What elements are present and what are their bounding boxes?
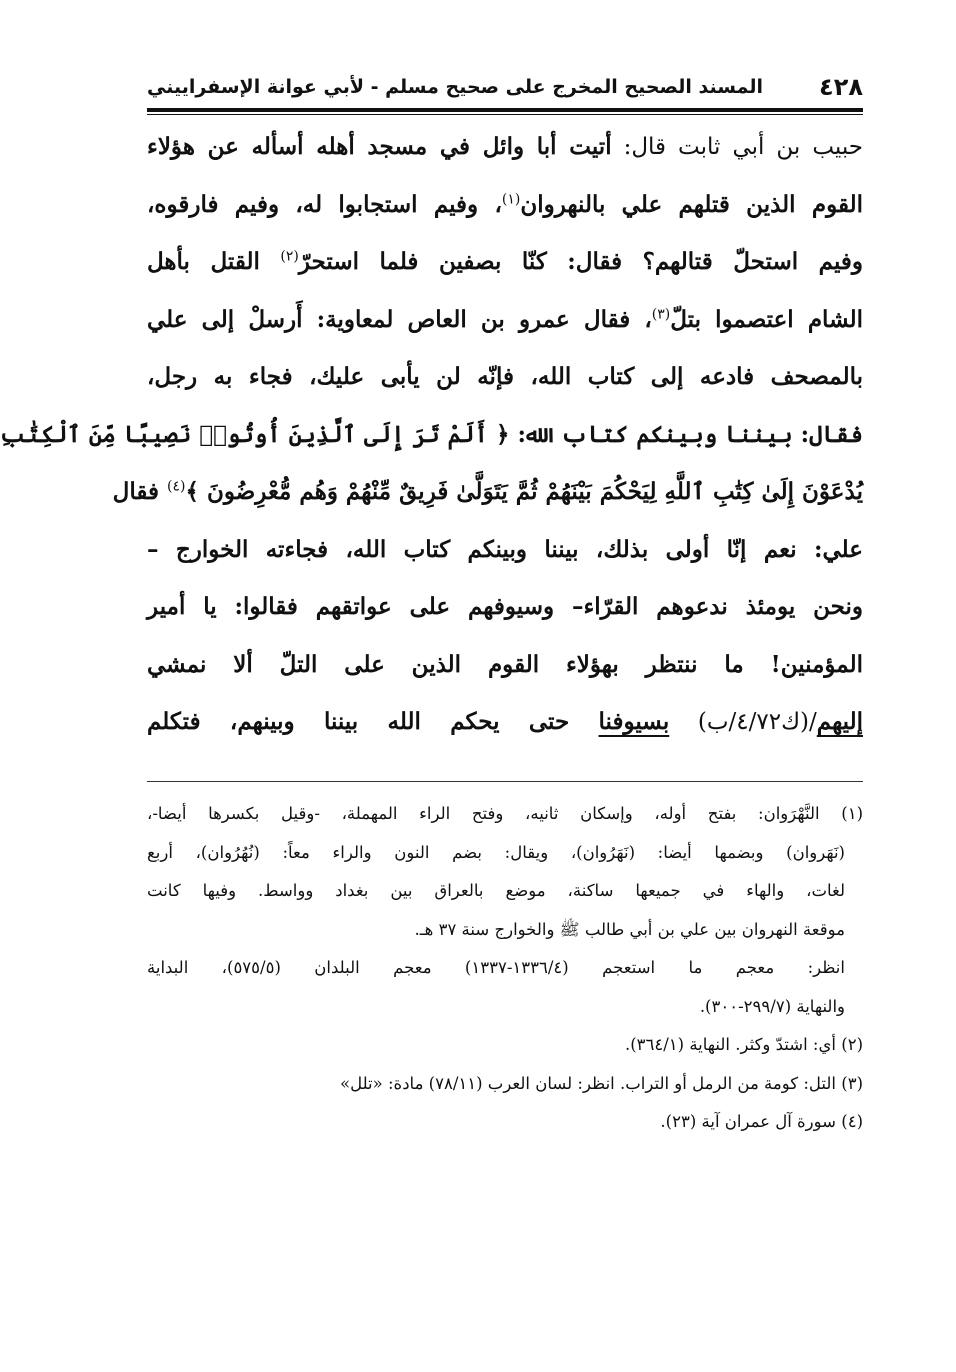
text-line <box>147 233 863 291</box>
text-line <box>0 406 863 464</box>
footnote-separator <box>147 781 863 782</box>
text-run: ، فقال عمرو بن العاص لمعاوية: أَرسلْ إلى علي <box>147 305 652 333</box>
text-run: الشام اعتصموا بتلّ <box>670 305 863 333</box>
text-run: فقال <box>112 478 168 505</box>
text-run: وفيم استحلّ قتالهم؟ فقال: كنّا بصفين فلما استحرّ <box>298 248 863 275</box>
text-line <box>112 463 863 521</box>
underlined-text: بسيوفنا <box>598 708 670 735</box>
underlined-text: إليهم <box>816 708 864 735</box>
text-run: القتل بأهل <box>147 248 281 275</box>
running-title: المسند الصحيح المخرج على صحيح مسلم - لأبي عوانة الإسفراييني <box>147 76 763 98</box>
text-run: أتيت أبا وائل في مسجد أهله أسأله عن هؤلاء <box>147 133 612 160</box>
footnote-line: (١) النَّهْرَوان: بفتح أوله، وإسكان ثانيه، وفتح الراء المهملة، -وقيل بكسرها أيضا-، <box>147 804 863 823</box>
text-run: حبيب بن أبي ثابت قال: <box>611 134 864 160</box>
text-line <box>147 636 863 694</box>
footnote-reference: (٤) <box>167 478 186 495</box>
text-run: ونحن يومئذ ندعوهم القرّاء– وسيوفهم على عواتقهم فقالوا: يا أمير <box>147 593 863 620</box>
text-line <box>147 521 863 579</box>
page-header <box>147 72 863 102</box>
header-rule-thin <box>147 114 863 115</box>
page-number: ٤٢٨ <box>819 73 863 101</box>
footnote-line: (٤) سورة آل عمران آية (٢٣). <box>660 1112 863 1131</box>
text-line <box>147 118 863 176</box>
text-run: /(ك٤/٧٢/ب) <box>669 709 817 735</box>
quran-verse: يُدْعَوْنَ إِلَىٰ كِتَٰبِ ٱللَّهِ لِيَحْكُمَ بَيْنَهُمْ ثُمَّ يَتَوَلَّىٰ فَرِيقٌ مِّنْهُمْ وَهُم مُّعْرِضُونَ ﴾ <box>185 478 863 505</box>
text-line <box>147 176 863 234</box>
text-run: القوم الذين قتلهم علي بالنهروان <box>520 190 863 218</box>
footnote-reference: (١) <box>501 190 521 207</box>
text-run: ، وفيم استجابوا له، وفيم فارقوه، <box>147 190 502 218</box>
footnote-line: انظر: معجم ما استعجم (١٣٣٦/٤-١٣٣٧) معجم البلدان (٥٧٥/٥)، البداية <box>147 958 845 977</box>
text-run: المؤمنين! ما ننتظر بهؤلاء القوم الذين على التلّ ألا نمشي <box>147 650 863 678</box>
footnote-reference: (٢) <box>280 248 299 265</box>
main-text <box>0 118 864 751</box>
footnote-line: (نَهَروان) وبضمها أيضا: (نَهَرُوان)، ويقال: بضم النون والراء معاً: (نُهُرُوان)، أربع <box>147 842 845 862</box>
text-line <box>147 693 863 751</box>
footnote-line: والنهاية (٢٩٩/٧-٣٠٠). <box>699 996 845 1016</box>
text-line <box>147 578 863 636</box>
footnote-reference: (٣) <box>651 305 671 322</box>
footnote-line: موقعة النهروان بين علي بن أبي طالب ﷺ والخوارج سنة ٣٧ هـ. <box>414 919 845 939</box>
text-run: حتى يحكم الله بيننا وبينهم، فتكلم <box>147 708 599 735</box>
text-run: بالمصحف فادعه إلى كتاب الله، فإنّه لن يأبى عليك، فجاء به رجل، <box>147 363 863 390</box>
text-run: فقال: بيننا وبينكم كتاب الله: <box>509 420 863 448</box>
footnote-line: (٢) أي: اشتدّ وكثر. النهاية (٣٦٤/١). <box>624 1035 863 1054</box>
footnote-line: (٣) التل: كومة من الرمل أو التراب. انظر: لسان العرب (٧٨/١١) مادة: «تلل» <box>340 1073 863 1093</box>
text-line <box>147 291 863 349</box>
text-line <box>147 348 863 406</box>
header-rule <box>147 108 863 112</box>
footnotes <box>147 795 863 1142</box>
text-run: علي: نعم إنّا أولى بذلك، بيننا وبينكم كتاب الله، فجاءته الخوارج – <box>147 535 863 563</box>
quran-verse: ﴿ أَلَمْ تَرَ إِلَى ٱلَّذِينَ أُوتُوا۟ نَصِيبًا مِّنَ ٱلْكِتَٰبِ <box>0 420 510 448</box>
footnote-line: لغات، والهاء في جميعها ساكنة، موضع بالعراق بين بغداد وواسط. وفيها كانت <box>147 881 845 900</box>
